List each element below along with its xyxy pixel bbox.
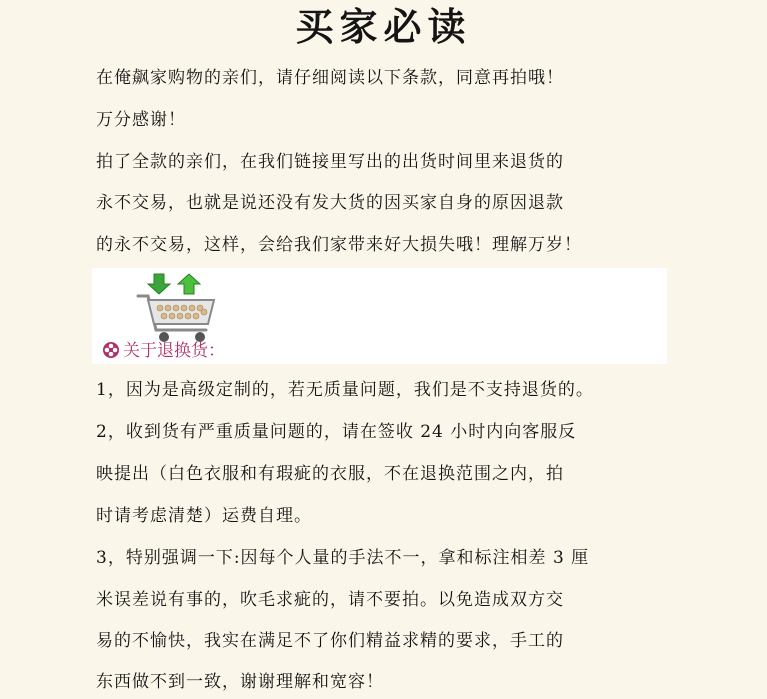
rule-2-line-1: 2，收到货有严重质量问题的，请在签收 24 小时内向客服反: [96, 422, 577, 442]
rule-1-line-1: 1，因为是高级定制的，若无质量问题，我们是不支持退货的。: [96, 380, 594, 400]
refund-note-line-1: 拍了全款的亲们，在我们链接里写出的出货时间里来退货的: [96, 152, 564, 172]
rule-2-line-3: 时请考虑清楚）运费自理。: [96, 506, 312, 526]
page-title: 买家必读: [295, 4, 472, 49]
rule-3-line-2: 米误差说有事的，吹毛求疵的，请不要拍。以免造成双方交: [96, 590, 564, 610]
refund-note-line-3: 的永不交易，这样，会给我们家带来好大损失哦！理解万岁！: [96, 235, 582, 255]
banner-label-text: 关于退换货：: [123, 341, 225, 361]
refund-note-line-2: 永不交易，也就是说还没有发大货的因买家自身的原因退款: [96, 193, 564, 213]
banner-label: [102, 340, 225, 362]
rule-3-line-1: 3，特别强调一下:因每个人量的手法不一，拿和标注相差 3 厘: [96, 548, 590, 568]
shopping-cart-arrows-icon: [134, 272, 224, 344]
flower-icon: [102, 341, 120, 359]
rule-3-line-3: 易的不愉快，我实在满足不了你们精益求精的要求，手工的: [96, 631, 564, 651]
rule-3-line-4: 东西做不到一致，谢谢理解和宽容！: [96, 672, 384, 692]
intro-line-2: 万分感谢！: [96, 110, 186, 130]
intro-line-1: 在俺飙家购物的亲们，请仔细阅读以下条款，同意再拍哦！: [96, 68, 564, 88]
return-policy-banner: [92, 268, 667, 364]
rule-2-line-2: 映提出（白色衣服和有瑕疵的衣服，不在退换范围之内，拍: [96, 464, 564, 484]
